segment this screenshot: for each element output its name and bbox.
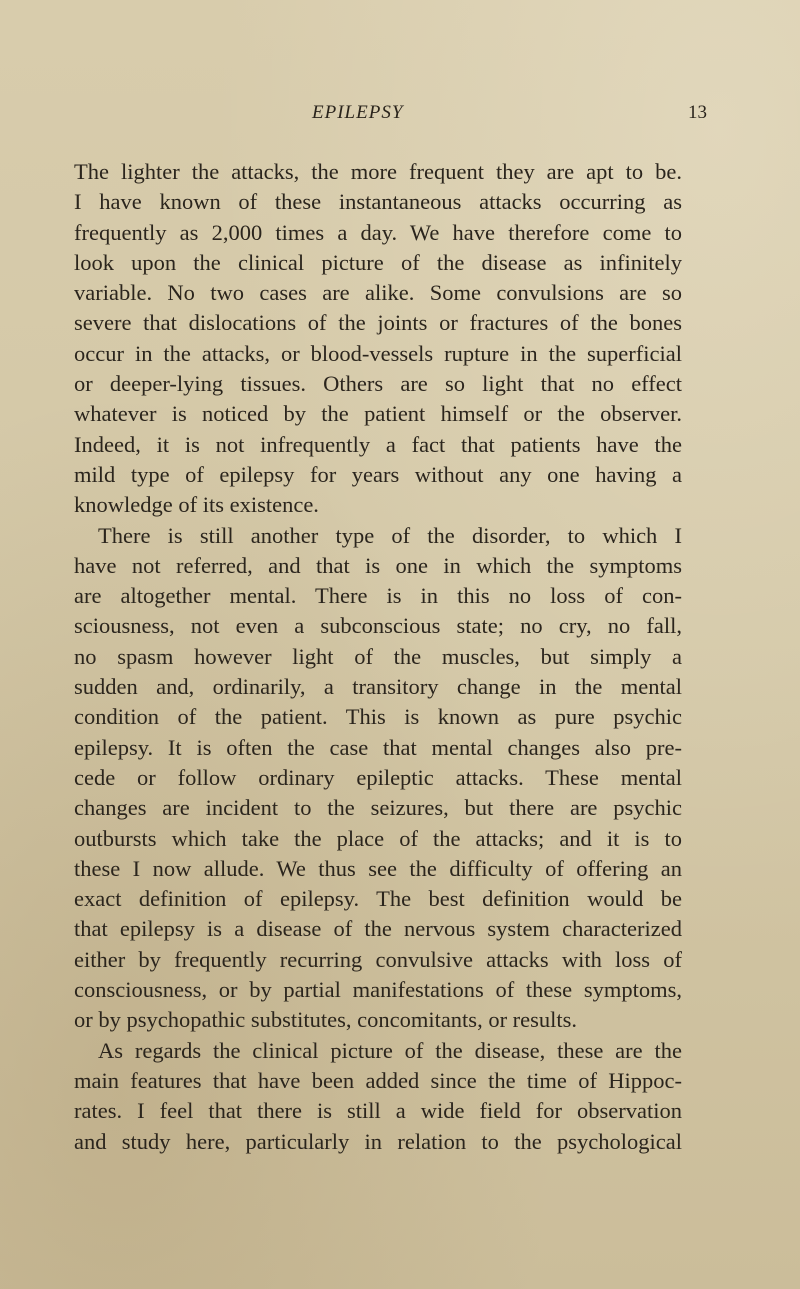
text-line: The lighter the attacks, the more frequent they are apt to be. bbox=[74, 159, 682, 184]
text-line: rates. I feel that there is still a wide field for observation bbox=[74, 1098, 682, 1124]
text-line: main features that have been added since the time of Hippoc- bbox=[74, 1067, 682, 1093]
text-line: look upon the clinical picture of the disease as infinitely bbox=[74, 249, 682, 275]
text-line: whatever is noticed by the patient himself or the observer. bbox=[74, 401, 682, 427]
text-line: either by frequently recurring convulsive attacks with loss of bbox=[74, 946, 682, 972]
text-line: cede or follow ordinary epileptic attacks. These mental bbox=[74, 764, 682, 790]
text-line: these I now allude. We thus see the difficulty of offering an bbox=[74, 855, 682, 881]
text-line: no spasm however light of the muscles, but simply a bbox=[74, 643, 682, 669]
text-line: knowledge of its existence. bbox=[74, 492, 319, 518]
running-head bbox=[0, 102, 800, 132]
body-text bbox=[74, 157, 682, 1157]
running-head-title: EPILEPSY bbox=[312, 102, 404, 123]
text-line: are altogether mental. There is in this no loss of con- bbox=[74, 583, 682, 609]
text-line: sudden and, ordinarily, a transitory change in the mental bbox=[74, 674, 682, 700]
text-line: or by psychopathic substitutes, concomitants, or results. bbox=[74, 1007, 578, 1033]
text-line: severe that dislocations of the joints or fractures of the bones bbox=[74, 310, 682, 336]
text-line: condition of the patient. This is known as pure psychic bbox=[74, 704, 682, 730]
text-line: epilepsy. It is often the case that mental changes also pre- bbox=[74, 734, 682, 760]
text-line: sciousness, not even a subconscious state; no cry, no fall, bbox=[74, 613, 682, 639]
text-line: I have known of these instantaneous attacks occurring as bbox=[74, 189, 682, 215]
text-line: exact definition of epilepsy. The best definition would be bbox=[74, 886, 682, 912]
text-line: frequently as 2,000 times a day. We have therefore come to bbox=[74, 219, 682, 245]
text-line: As regards the clinical picture of the disease, these are the bbox=[98, 1037, 682, 1063]
text-line: changes are incident to the seizures, but there are psychic bbox=[74, 795, 682, 821]
text-line: There is still another type of the disorder, to which I bbox=[98, 522, 682, 548]
text-line: outbursts which take the place of the attacks; and it is to bbox=[74, 825, 682, 851]
text-line: occur in the attacks, or blood-vessels rupture in the superficial bbox=[74, 340, 682, 366]
text-line: and study here, particularly in relation to the psychological bbox=[74, 1128, 682, 1154]
text-line: variable. No two cases are alike. Some convulsions are so bbox=[74, 280, 682, 306]
text-line: Indeed, it is not infrequently a fact that patients have the bbox=[74, 431, 682, 457]
text-line: mild type of epilepsy for years without any one having a bbox=[74, 461, 682, 487]
text-line: that epilepsy is a disease of the nervous system characterized bbox=[74, 916, 682, 942]
page-number: 13 bbox=[688, 102, 707, 123]
text-line: consciousness, or by partial manifestations of these symptoms, bbox=[74, 977, 682, 1003]
text-line: or deeper-lying tissues. Others are so light that no effect bbox=[74, 371, 682, 397]
text-line: have not referred, and that is one in which the symptoms bbox=[74, 552, 682, 578]
